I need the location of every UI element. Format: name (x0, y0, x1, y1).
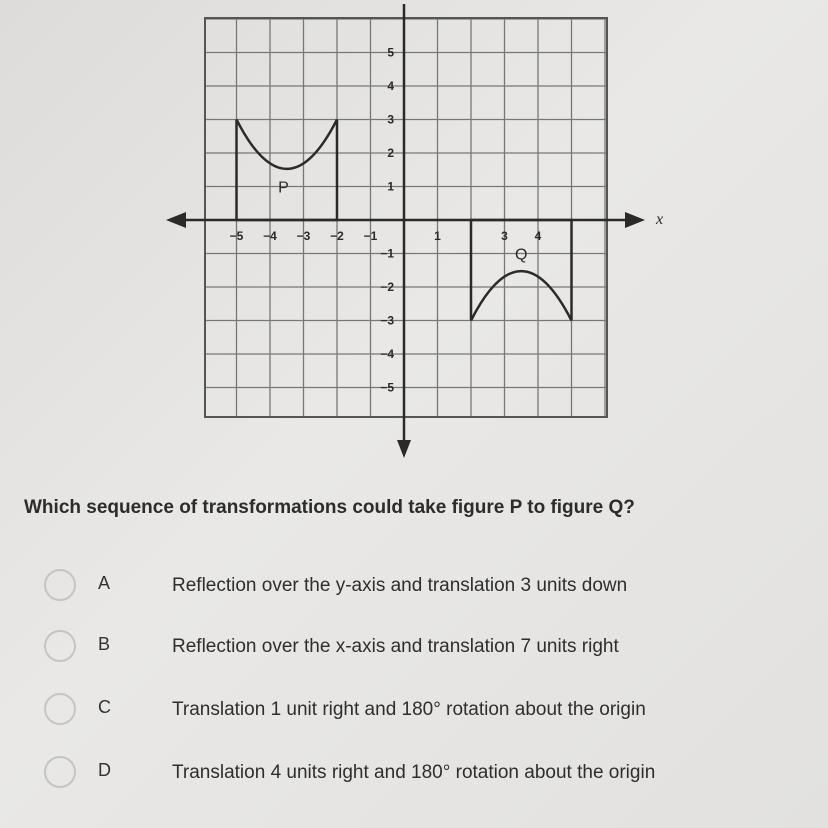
radio-a[interactable] (44, 569, 76, 601)
radio-b[interactable] (44, 630, 76, 662)
y-tick-label: 2 (387, 146, 394, 160)
figure-p-curve (237, 120, 338, 169)
y-tick-label: −4 (380, 347, 394, 361)
y-tick-label: −2 (380, 280, 394, 294)
x-tick-label: 3 (501, 229, 508, 243)
radio-d[interactable] (44, 756, 76, 788)
choice-letter: D (98, 760, 111, 780)
x-axis-label: x (656, 211, 664, 228)
x-tick-label: −1 (363, 229, 378, 243)
radio-c[interactable] (44, 693, 76, 725)
choice-letter: B (98, 634, 111, 654)
figure-q-label: Q (515, 246, 528, 264)
x-axis-arrow-left (166, 212, 186, 228)
x-tick-label: −4 (263, 229, 277, 243)
x-tick-label: 1 (434, 229, 441, 243)
y-axis-arrow-down (397, 440, 411, 458)
y-tick-label: 5 (387, 45, 394, 60)
y-tick-label: 1 (387, 179, 394, 194)
y-tick-label: −1 (380, 246, 394, 261)
choice-d[interactable] (40, 755, 800, 795)
choice-text: Translation 4 units right and 180° rotation about the origin (172, 762, 656, 783)
y-tick-label: 4 (387, 79, 394, 93)
y-tick-label: −5 (380, 380, 394, 395)
figure-q-curve (471, 271, 572, 320)
x-tick-label: −5 (229, 229, 244, 243)
y-tick-label: −3 (380, 313, 394, 328)
grid-border (205, 18, 607, 417)
choice-text: Translation 1 unit right and 180° rotation about the origin (172, 699, 646, 720)
question-text: Which sequence of transformations could take figure P to figure Q? (24, 497, 635, 518)
choice-c[interactable] (40, 692, 800, 732)
x-tick-label: 4 (534, 229, 542, 243)
y-tick-label: 3 (387, 112, 394, 127)
x-tick-label: −3 (296, 229, 311, 243)
choice-letter: C (98, 697, 111, 717)
grid-lines (205, 18, 607, 417)
choice-letter: A (98, 573, 111, 593)
x-axis-arrow-right (625, 212, 645, 228)
figure-p-label: P (278, 179, 289, 197)
choice-text: Reflection over the x-axis and translation 7 units right (172, 636, 619, 657)
choice-a[interactable] (40, 568, 800, 608)
choice-text: Reflection over the y-axis and translation 3 units down (172, 575, 628, 596)
x-tick-label: −2 (330, 229, 344, 243)
choice-b[interactable] (40, 629, 800, 669)
